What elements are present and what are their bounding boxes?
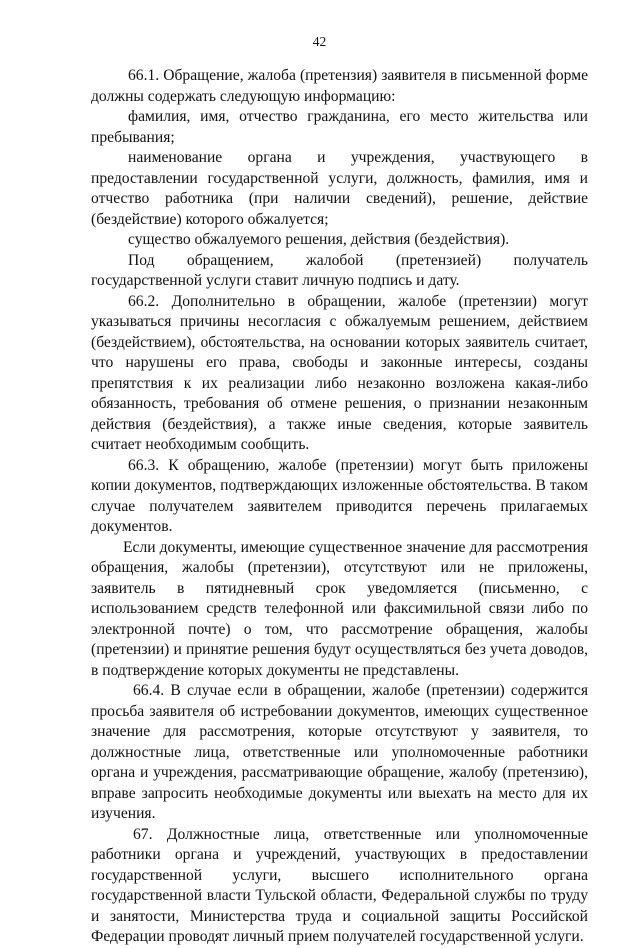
paragraph-66-2: 66.2. Дополнительно в обращении, жалобе (претензии) могут указываться причины несогласия с обжалуемым решением, действием (бездействием), обстоятельства, на основании которых заявитель считает, что нарушены его права, свободы и законные интересы, созданы препятствия к их реализации либо незаконно возложена какая-либо обязанность, требования об отмене решения, о признании незаконным действия (бездействия), а также иные сведения, которые заявитель считает необходимым сообщить.: [91, 292, 588, 453]
paragraph-66-4: 66.4. В случае если в обращении, жалобе (претензии) содержится просьба заявителя об истребовании документов, имеющих существенное значение для рассмотрения, которые отсутствуют у заявителя, то должностные лица, ответственные или уполномоченные работники органа и учреждения, рассматривающие обращение, жалобу (претензию), вправе запросить необходимые документы или выехать на место для их изучения.: [91, 682, 588, 822]
page-number: 42: [312, 34, 327, 49]
paragraph-documents-missing: Если документы, имеющие существенное значение для рассмотрения обращения, жалобы (претензии), отсутствуют или не приложены, заявитель в пятидневный срок уведомляется (письменно, с использованием средств телефонной или факсимильной связи либо по электронной почте) о том, что рассмотрение обращения, жалобы (претензии) и принятие решения будут осуществляться без учета доводов, в подтверждение которых документы не представлены.: [91, 538, 588, 679]
paragraph-66-3: 66.3. К обращению, жалобе (претензии) могут быть приложены копии документов, подтверждающих изложенные обстоятельства. В таком случае получателем заявителем приводится перечень прилагаемых документов.: [91, 456, 588, 535]
paragraph-signature: Под обращением, жалобой (претензией) получатель государственной услуги ставит личную подпись и дату.: [91, 251, 588, 289]
document-body: [91, 66, 588, 948]
paragraph-list-item-organ: наименование органа и учреждения, участвующего в предоставлении государственной услуги, должность, фамилия, имя и отчество работника (при наличии сведений), решение, действие (бездействие) которого обжалуется;: [91, 149, 588, 228]
paragraph-list-item-essence: существо обжалуемого решения, действия (бездействия).: [128, 231, 510, 248]
paragraph-67: 67. Должностные лица, ответственные или уполномоченные работники органа и учреждений, участвующих в предоставлении государственной услуги, высшего исполнительного органа государственной власти Тульской области, Федеральной службы по труду и занятости, Министерства труда и социальной защиты Российской Федерации проводят личный прием получателей государственной услуги.: [91, 825, 588, 945]
paragraph-66-1: 66.1. Обращение, жалоба (претензия) заявителя в письменной форме должны содержать следующую информацию:: [91, 67, 588, 105]
paragraph-list-item-name: фамилия, имя, отчество гражданина, его место жительства или пребывания;: [91, 108, 588, 146]
